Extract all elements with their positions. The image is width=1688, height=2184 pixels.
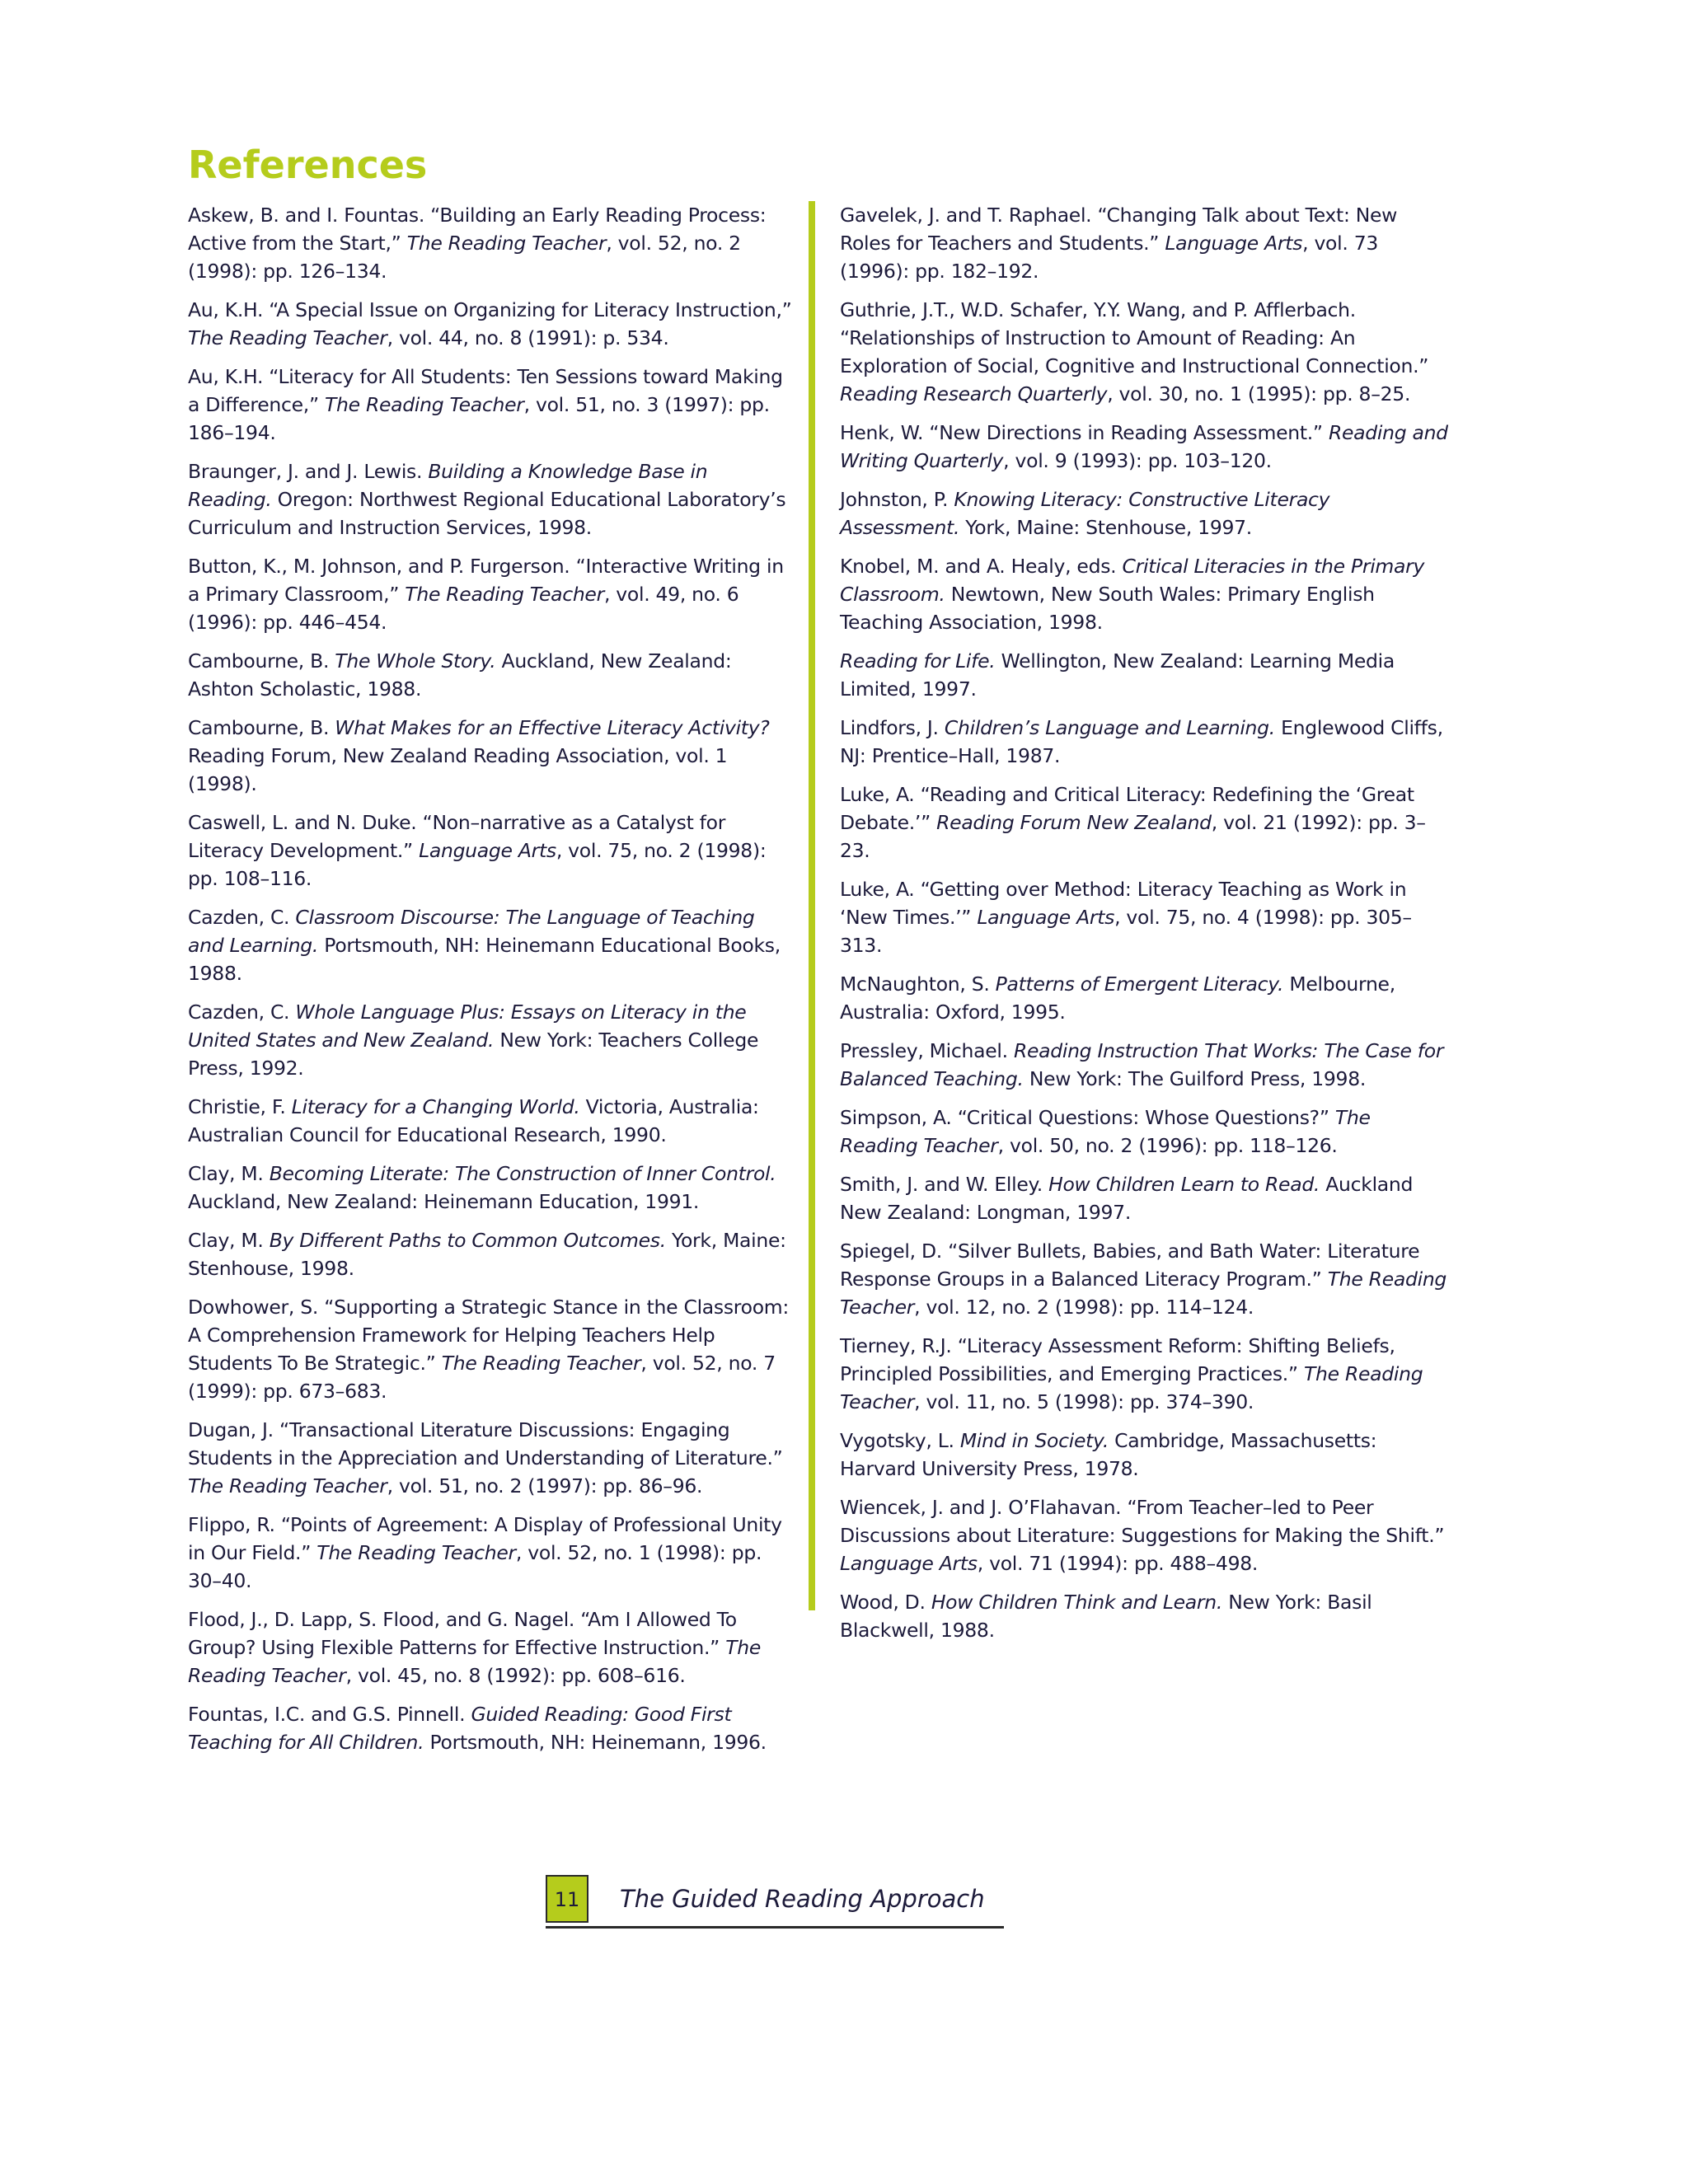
reference-text: , vol. 75, no. 2 (1998): pp. 108–116.	[188, 839, 767, 890]
reference-text: Dugan, J. “Transactional Literature Discussions: Engaging Students in the Appreciation and Understanding of Literature.”	[188, 1418, 783, 1469]
reference-text: Henk, W. “New Directions in Reading Assessment.”	[840, 421, 1329, 444]
reference-text: Vygotsky, L.	[840, 1429, 960, 1452]
reference-title: Building a Knowledge Base in Reading.	[188, 460, 708, 511]
reference-text: , vol. 51, no. 2 (1997): pp. 86–96.	[387, 1474, 703, 1497]
reference-text: Au, K.H. “Literacy for All Students: Ten Sessions toward Making a Difference,”	[188, 365, 783, 416]
reference-entry	[840, 1588, 1450, 1644]
reference-entry	[188, 457, 794, 541]
reference-text: , vol. 30, no. 1 (1995): pp. 8–25.	[1107, 382, 1411, 405]
reference-title: The Reading Teacher	[405, 583, 604, 606]
reference-text: Newtown, New South Wales: Primary English Teaching Association, 1998.	[840, 583, 1375, 634]
reference-text: Spiegel, D. “Silver Bullets, Babies, and Bath Water: Literature Response Groups in a Balanced Literacy Program.”	[840, 1240, 1420, 1291]
reference-title: How Children Think and Learn.	[931, 1591, 1223, 1614]
reference-text: Auckland, New Zealand: Heinemann Education, 1991.	[188, 1190, 700, 1213]
reference-text: Auckland, New Zealand: Ashton Scholastic, 1988.	[188, 649, 732, 701]
reference-entry	[188, 808, 794, 893]
column-divider	[809, 201, 815, 1610]
reference-text: Reading Forum, New Zealand Reading Association, vol. 1 (1998).	[188, 744, 728, 795]
reference-entry	[840, 1493, 1450, 1577]
reference-entry	[840, 1237, 1450, 1321]
reference-text: Cazden, C.	[188, 906, 296, 929]
reference-title: The Reading Teacher	[441, 1352, 641, 1375]
reference-text: Askew, B. and I. Fountas. “Building an Early Reading Process: Active from the Start,”	[188, 204, 767, 255]
reference-text: Johnston, P.	[840, 488, 954, 511]
reference-text: Button, K., M. Johnson, and P. Furgerson. “Interactive Writing in a Primary Classroom,”	[188, 555, 784, 606]
footer-book-title: The Guided Reading Approach	[620, 1885, 985, 1913]
reference-title: Knowing Literacy: Constructive Literacy Assessment.	[840, 488, 1330, 539]
reference-entry	[840, 1104, 1450, 1160]
reference-title: Reading for Life.	[840, 649, 996, 673]
reference-text: , vol. 49, no. 6 (1996): pp. 446–454.	[188, 583, 739, 634]
reference-text: Christie, F.	[188, 1095, 292, 1118]
reference-title: Language Arts	[419, 839, 556, 862]
reference-text: Clay, M.	[188, 1162, 270, 1185]
reference-text: Tierney, R.J. “Literacy Assessment Reform: Shifting Beliefs, Principled Possibilities, and Emerging Practices.”	[840, 1334, 1395, 1385]
reference-text: Victoria, Australia: Australian Council for Educational Research, 1990.	[188, 1095, 759, 1146]
reference-entry	[188, 1605, 794, 1690]
reference-entry	[188, 296, 794, 352]
reference-text: , vol. 11, no. 5 (1998): pp. 374–390.	[914, 1390, 1254, 1413]
reference-text: , vol. 52, no. 7 (1999): pp. 673–683.	[188, 1352, 776, 1403]
reference-text: , vol. 73 (1996): pp. 182–192.	[840, 232, 1379, 283]
reference-text: , vol. 52, no. 1 (1998): pp. 30–40.	[188, 1541, 762, 1592]
reference-text: Wiencek, J. and J. O’Flahavan. “From Teacher–led to Peer Discussions about Literature: Suggestions for Making the Shift.”	[840, 1496, 1445, 1547]
reference-title: Language Arts	[977, 906, 1115, 929]
reference-entry	[840, 1332, 1450, 1416]
reference-text: , vol. 50, no. 2 (1996): pp. 118–126.	[997, 1134, 1338, 1157]
reference-entry	[840, 296, 1450, 408]
reference-text: Portsmouth, NH: Heinemann Educational Books, 1988.	[188, 934, 781, 985]
reference-entry	[840, 419, 1450, 475]
reference-text: Oregon: Northwest Regional Educational Laboratory’s Curriculum and Instruction Services, 1998.	[188, 488, 786, 539]
reference-title: The Reading Teacher	[316, 1541, 516, 1564]
reference-title: By Different Paths to Common Outcomes.	[269, 1229, 666, 1252]
reference-entry	[188, 1226, 794, 1282]
reference-title: Critical Literacies in the Primary Classroom.	[840, 555, 1425, 606]
reference-text: Englewood Cliffs, NJ: Prentice–Hall, 1987.	[840, 716, 1443, 767]
reference-text: Lindfors, J.	[840, 716, 945, 739]
reference-entry	[188, 903, 794, 987]
reference-title: Classroom Discourse: The Language of Teaching and Learning.	[188, 906, 755, 957]
references-left-column	[188, 201, 794, 1767]
reference-text: Wood, D.	[840, 1591, 931, 1614]
reference-text: Caswell, L. and N. Duke. “Non–narrative as a Catalyst for Literacy Development.”	[188, 811, 726, 862]
reference-entry	[840, 552, 1450, 636]
reference-entry	[840, 1037, 1450, 1093]
reference-text: Fountas, I.C. and G.S. Pinnell.	[188, 1703, 471, 1726]
reference-text: Portsmouth, NH: Heinemann, 1996.	[424, 1731, 767, 1754]
reference-text: , vol. 12, no. 2 (1998): pp. 114–124.	[914, 1296, 1254, 1319]
reference-entry	[188, 998, 794, 1082]
reference-title: The Reading Teacher	[325, 393, 524, 416]
reference-text: Melbourne, Australia: Oxford, 1995.	[840, 972, 1395, 1024]
reference-text: Cambourne, B.	[188, 649, 335, 673]
reference-text: , vol. 45, no. 8 (1992): pp. 608–616.	[345, 1664, 686, 1687]
reference-entry	[188, 1511, 794, 1595]
reference-entry	[188, 1160, 794, 1216]
reference-text: , vol. 52, no. 2 (1998): pp. 126–134.	[188, 232, 741, 283]
reference-text: Smith, J. and W. Elley.	[840, 1173, 1049, 1196]
reference-entry	[188, 1416, 794, 1500]
reference-text: Braunger, J. and J. Lewis.	[188, 460, 429, 483]
reference-text: Cambridge, Massachusetts: Harvard University Press, 1978.	[840, 1429, 1377, 1480]
reference-text: Cambourne, B.	[188, 716, 335, 739]
reference-text: Wellington, New Zealand: Learning Media Limited, 1997.	[840, 649, 1395, 701]
page-title: References	[188, 143, 428, 187]
reference-text: Flood, J., D. Lapp, S. Flood, and G. Nagel. “Am I Allowed To Group? Using Flexible Patterns for Effective Instruction.”	[188, 1608, 737, 1659]
reference-title: Patterns of Emergent Literacy.	[995, 972, 1284, 996]
reference-text: Dowhower, S. “Supporting a Strategic Stance in the Classroom: A Comprehension Framework for Helping Teachers Help Students To Be Strategic.”	[188, 1296, 789, 1375]
reference-text: Luke, A. “Getting over Method: Literacy Teaching as Work in ‘New Times.’”	[840, 878, 1407, 929]
reference-title: The Reading Teacher	[840, 1268, 1447, 1319]
reference-title: Reading Forum New Zealand	[936, 811, 1212, 834]
reference-text: New York: Basil Blackwell, 1988.	[840, 1591, 1372, 1642]
reference-text: Gavelek, J. and T. Raphael. “Changing Talk about Text: New Roles for Teachers and Students.”	[840, 204, 1398, 255]
reference-text: , vol. 9 (1993): pp. 103–120.	[1003, 449, 1272, 472]
reference-entry	[840, 970, 1450, 1026]
reference-text: Pressley, Michael.	[840, 1039, 1014, 1062]
reference-entry	[840, 875, 1450, 959]
reference-entry	[840, 201, 1450, 285]
reference-text: Guthrie, J.T., W.D. Schafer, Y.Y. Wang, and P. Afflerbach. “Relationships of Instruction to Amount of Reading: An Exploration of Social, Cognitive and Instructional Connection.”	[840, 298, 1429, 377]
reference-text: Auckland New Zealand: Longman, 1997.	[840, 1173, 1414, 1224]
reference-text: Clay, M.	[188, 1229, 270, 1252]
reference-text: McNaughton, S.	[840, 972, 996, 996]
reference-text: , vol. 71 (1994): pp. 488–498.	[977, 1552, 1259, 1575]
reference-entry	[840, 1427, 1450, 1483]
reference-text: York, Maine: Stenhouse, 1998.	[188, 1229, 786, 1280]
reference-title: The Reading Teacher	[406, 232, 607, 255]
reference-entry	[188, 201, 794, 285]
reference-entry	[188, 714, 794, 798]
reference-text: Knobel, M. and A. Healy, eds.	[840, 555, 1123, 578]
reference-text: , vol. 75, no. 4 (1998): pp. 305–313.	[840, 906, 1412, 957]
reference-entry	[840, 780, 1450, 865]
reference-text: New York: The Guilford Press, 1998.	[1023, 1067, 1367, 1090]
page-number: 11	[546, 1875, 588, 1923]
reference-entry	[840, 485, 1450, 541]
reference-entry	[188, 1700, 794, 1756]
reference-title: The Reading Teacher	[840, 1362, 1423, 1413]
reference-title: What Makes for an Effective Literacy Activity?	[335, 716, 770, 739]
reference-title: Children’s Language and Learning.	[944, 716, 1275, 739]
reference-title: Reading and Writing Quarterly	[840, 421, 1448, 472]
reference-entry	[840, 1170, 1450, 1226]
reference-title: Reading Research Quarterly	[840, 382, 1108, 405]
reference-text: New York: Teachers College Press, 1992.	[188, 1029, 759, 1080]
reference-title: The Reading Teacher	[188, 1474, 387, 1497]
reference-text: Luke, A. “Reading and Critical Literacy: Redefining the ‘Great Debate.’”	[840, 783, 1414, 834]
reference-title: How Children Learn to Read.	[1048, 1173, 1320, 1196]
reference-title: Literacy for a Changing World.	[291, 1095, 580, 1118]
reference-title: Guided Reading: Good First Teaching for All Children.	[188, 1703, 732, 1754]
reference-entry	[840, 714, 1450, 770]
reference-text: York, Maine: Stenhouse, 1997.	[959, 516, 1252, 539]
page-footer	[546, 1875, 1004, 1929]
reference-title: The Reading Teacher	[188, 1636, 762, 1687]
reference-title: Language Arts	[1165, 232, 1303, 255]
reference-entry	[188, 363, 794, 447]
reference-text: , vol. 21 (1992): pp. 3–23.	[840, 811, 1426, 862]
reference-entry	[840, 647, 1450, 703]
reference-text: , vol. 51, no. 3 (1997): pp. 186–194.	[188, 393, 770, 444]
reference-text: , vol. 44, no. 8 (1991): p. 534.	[387, 326, 669, 349]
reference-title: Becoming Literate: The Construction of Inner Control.	[269, 1162, 776, 1185]
references-right-column	[840, 201, 1450, 1655]
reference-entry	[188, 1293, 794, 1405]
reference-text: Au, K.H. “A Special Issue on Organizing for Literacy Instruction,”	[188, 298, 792, 321]
reference-title: Mind in Society.	[959, 1429, 1109, 1452]
reference-text: Cazden, C.	[188, 1001, 296, 1024]
reference-title: Whole Language Plus: Essays on Literacy in the United States and New Zealand.	[188, 1001, 747, 1052]
reference-title: Reading Instruction That Works: The Case for Balanced Teaching.	[840, 1039, 1444, 1090]
reference-title: The Reading Teacher	[188, 326, 387, 349]
reference-text: Flippo, R. “Points of Agreement: A Display of Professional Unity in Our Field.”	[188, 1513, 782, 1564]
reference-title: Language Arts	[840, 1552, 978, 1575]
reference-title: The Reading Teacher	[840, 1106, 1371, 1157]
reference-entry	[188, 552, 794, 636]
reference-entry	[188, 647, 794, 703]
reference-text: Simpson, A. “Critical Questions: Whose Questions?”	[840, 1106, 1335, 1129]
reference-title: The Whole Story.	[335, 649, 496, 673]
reference-entry	[188, 1093, 794, 1149]
